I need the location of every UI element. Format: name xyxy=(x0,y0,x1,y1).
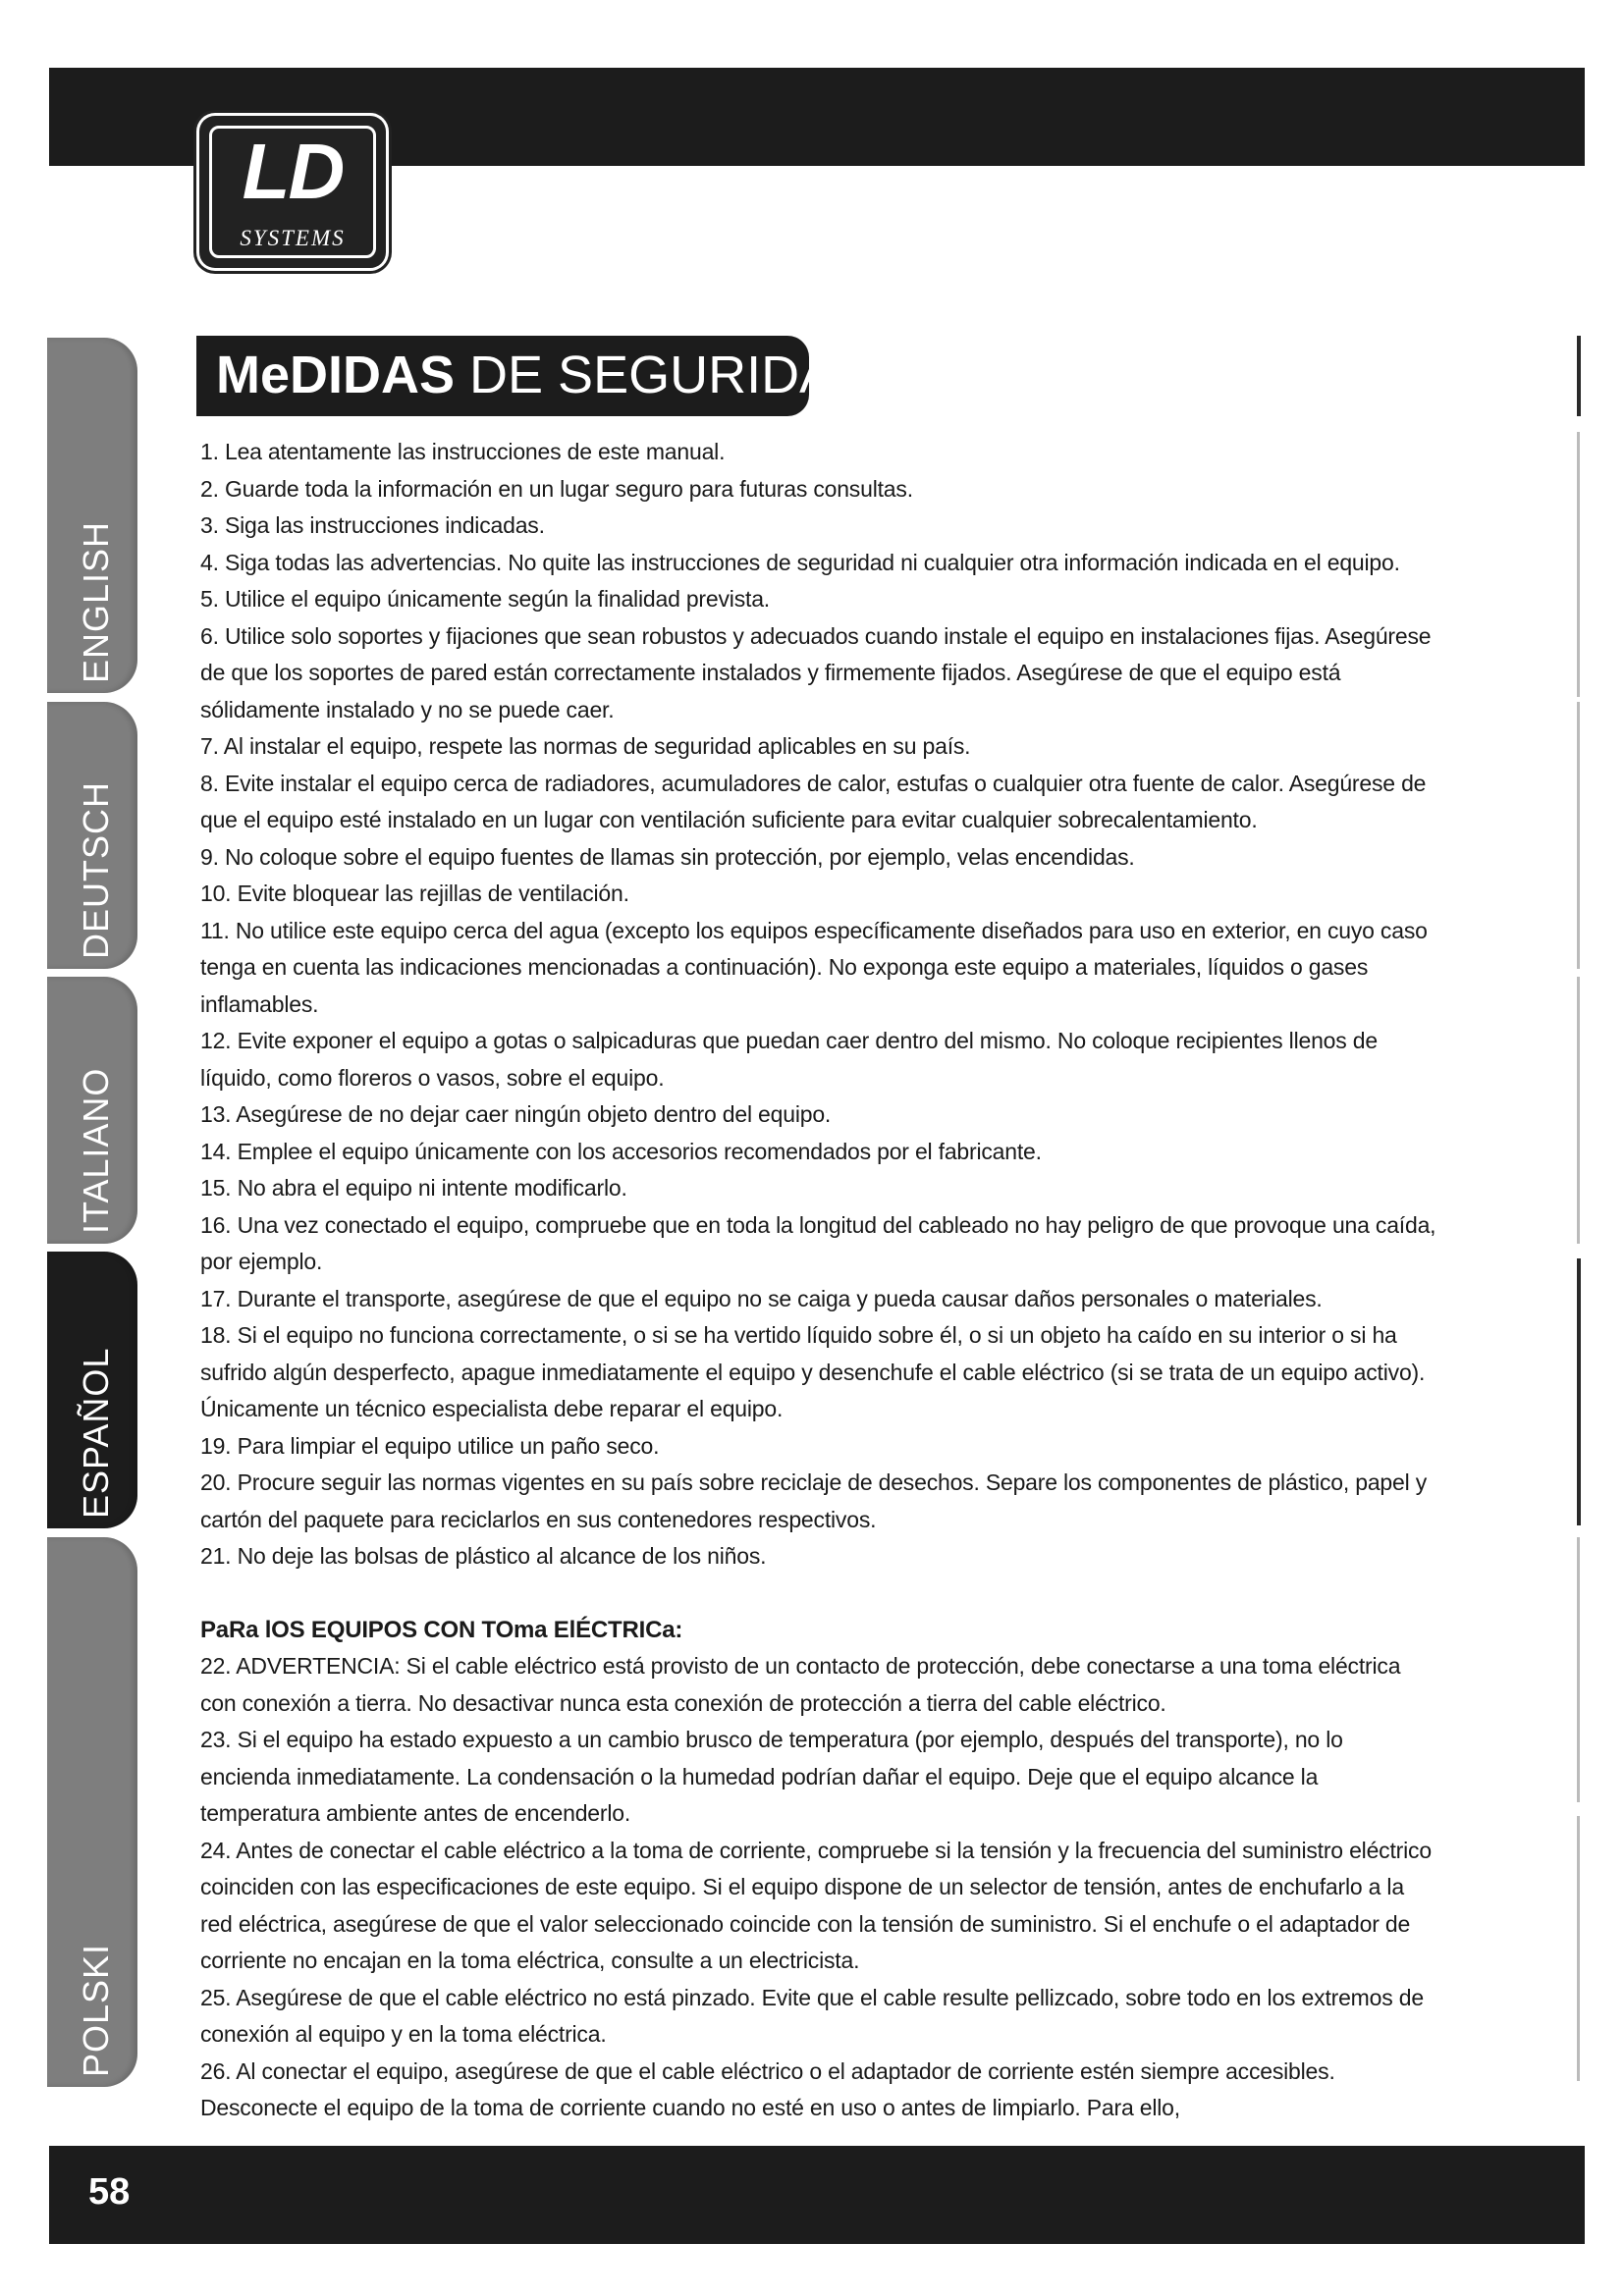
tab-italiano[interactable] xyxy=(47,977,137,1244)
logo-main-text: LD xyxy=(242,128,344,215)
list-item: 16. Una vez conectado el equipo, compruebe que en toda la longitud del cableado no hay peligro de que provoque una caída, por ejemplo. xyxy=(200,1211,1436,1274)
list-item: 7. Al instalar el equipo, respete las normas de seguridad aplicables en su país. xyxy=(200,733,971,759)
section-title: MeDIDAS DE SEGURIDAD: xyxy=(216,346,889,404)
list-item: 26. Al conectar el equipo, asegúrese de que el cable eléctrico o el adaptador de corriente estén siempre accesibles. Desconecte el equipo de la toma de corriente cuando no esté en uso o antes de limpiarlo. Para ello, xyxy=(200,2057,1335,2120)
tab-espanol[interactable] xyxy=(47,1252,137,1528)
list-item: 23. Si el equipo ha estado expuesto a un cambio brusco de temperatura (por ejemplo, después del transporte), no lo encienda inmediatamente. La condensación o la humedad podrían dañar el equipo. Deje que el equipo alcance la temperatura ambiente antes de encenderlo. xyxy=(200,1727,1343,1826)
tab-deutsch[interactable] xyxy=(47,702,137,969)
tab-label-deutsch: DEUTSCH xyxy=(76,780,116,959)
list-item: 1. Lea atentamente las instrucciones de este manual. xyxy=(200,439,726,464)
list-item: 8. Evite instalar el equipo cerca de radiadores, acumuladores de calor, estufas o cualquier otra fuente de calor. Asegúrese de que el equipo esté instalado en un lugar con ventilación suficiente para evitar cualquier sobrecalentamiento. xyxy=(200,770,1427,832)
edge-marker xyxy=(1577,702,1580,969)
list-item: 3. Siga las instrucciones indicadas. xyxy=(200,512,545,538)
tab-label-italiano: ITALIANO xyxy=(76,1067,116,1234)
list-item: 24. Antes de conectar el cable eléctrico a la toma de corriente, compruebe si la tensión y la frecuencia del suministro eléctrico coinciden con las especificaciones de este equipo. Si el equipo dispone de un selector de tensión, antes de enchufarlo a la red eléctrica, asegúrese de que el valor seleccionado coincide con la tensión de suministro. Si el enchufe o el adaptador de corriente no encajan en la toma eléctrica, consulte a un electricista. xyxy=(200,1837,1432,1973)
edge-marker xyxy=(1577,1537,1580,1802)
list-item: 4. Siga todas las advertencias. No quite las instrucciones de seguridad ni cualquier otra información indicada en el equipo. xyxy=(200,549,1400,575)
list-item: 14. Emplee el equipo únicamente con los accesorios recomendados por el fabricante. xyxy=(200,1138,1042,1164)
list-item: 2. Guarde toda la información en un lugar seguro para futuras consultas. xyxy=(200,475,913,502)
list-item: 15. No abra el equipo ni intente modificarlo. xyxy=(200,1175,627,1201)
edge-marker xyxy=(1577,977,1580,1244)
ld-systems-logo xyxy=(199,116,386,268)
edge-marker xyxy=(1577,1816,1580,2081)
safety-text xyxy=(200,434,1437,2127)
list-item: 19. Para limpiar el equipo utilice un paño seco. xyxy=(200,1432,660,1459)
list-item: 18. Si el equipo no funciona correctamente, o si se ha vertido líquido sobre él, o si un objeto ha caído en su interior o si ha sufrido algún desperfecto, apague inmediatamente el equipo y desenchufe el cable eléctrico (si se trata de un equipo activo). Únicamente un técnico especialista debe reparar el equipo. xyxy=(200,1322,1426,1421)
list-item: 22. ADVERTENCIA: Si el cable eléctrico está provisto de un contacto de protección, debe conectarse a una toma eléctrica con conexión a tierra. No desactivar nunca esta conexión de protección a tierra del cable eléctrico. xyxy=(200,1653,1401,1716)
list-item: 10. Evite bloquear las rejillas de ventilación. xyxy=(200,881,629,906)
logo-sub-text: SYSTEMS xyxy=(240,226,346,250)
edge-marker xyxy=(1577,432,1580,697)
footer-bar xyxy=(49,2146,1585,2244)
tab-label-espanol: ESPAÑOL xyxy=(76,1347,116,1519)
list-item: 12. Evite exponer el equipo a gotas o salpicaduras que puedan caer dentro del mismo. No coloque recipientes llenos de líquido, como floreros o vasos, sobre el equipo. xyxy=(200,1028,1378,1091)
edge-marker xyxy=(1577,1258,1581,1525)
safety-list xyxy=(200,434,1437,1575)
list-item: 13. Asegúrese de no dejar caer ningún objeto dentro del equipo. xyxy=(200,1101,832,1127)
list-item: 11. No utilice este equipo cerca del agua (excepto los equipos específicamente diseñados para uso en exterior, en cuyo caso tenga en cuenta las indicaciones mencionadas a continuación). No exponga este equipo a materiales, líquidos o gases inflamables. xyxy=(200,917,1428,1017)
edge-marker xyxy=(1577,336,1581,416)
tab-label-polski: POLSKI xyxy=(76,1943,116,2077)
tab-english[interactable] xyxy=(47,338,137,693)
list-item: 5. Utilice el equipo únicamente según la finalidad prevista. xyxy=(200,586,770,612)
power-safety-list xyxy=(200,1648,1437,2127)
list-item: 9. No coloque sobre el equipo fuentes de llamas sin protección, por ejemplo, velas encendidas. xyxy=(200,843,1135,870)
list-item: 25. Asegúrese de que el cable eléctrico no está pinzado. Evite que el cable resulte pellizcado, sobre todo en los extremos de conexión al equipo y en la toma eléctrica. xyxy=(200,1984,1424,2047)
tab-polski[interactable] xyxy=(47,1537,137,2087)
tab-label-english: ENGLISH xyxy=(76,520,116,683)
list-item: 17. Durante el transporte, asegúrese de que el equipo no se caiga y pueda causar daños personales o materiales. xyxy=(200,1285,1323,1311)
subheading: PaRa lOS EQUIPOS CON TOma ElÉCTRICa: xyxy=(200,1616,683,1643)
list-item: 6. Utilice solo soportes y fijaciones que sean robustos y adecuados cuando instale el equipo en instalaciones fijas. Asegúrese de que los soportes de pared están correctamente instalados y firmemente fijados. Asegúrese de que el equipo está sólidamente instalado y no se puede caer. xyxy=(200,622,1432,722)
page-number: 58 xyxy=(88,2171,131,2213)
list-item: 21. No deje las bolsas de plástico al alcance de los niños. xyxy=(200,1543,767,1569)
list-item: 20. Procure seguir las normas vigentes en su país sobre reciclaje de desechos. Separe los componentes de plástico, papel y cartón del paquete para reciclarlos en sus contenedores respectivos. xyxy=(200,1469,1427,1532)
